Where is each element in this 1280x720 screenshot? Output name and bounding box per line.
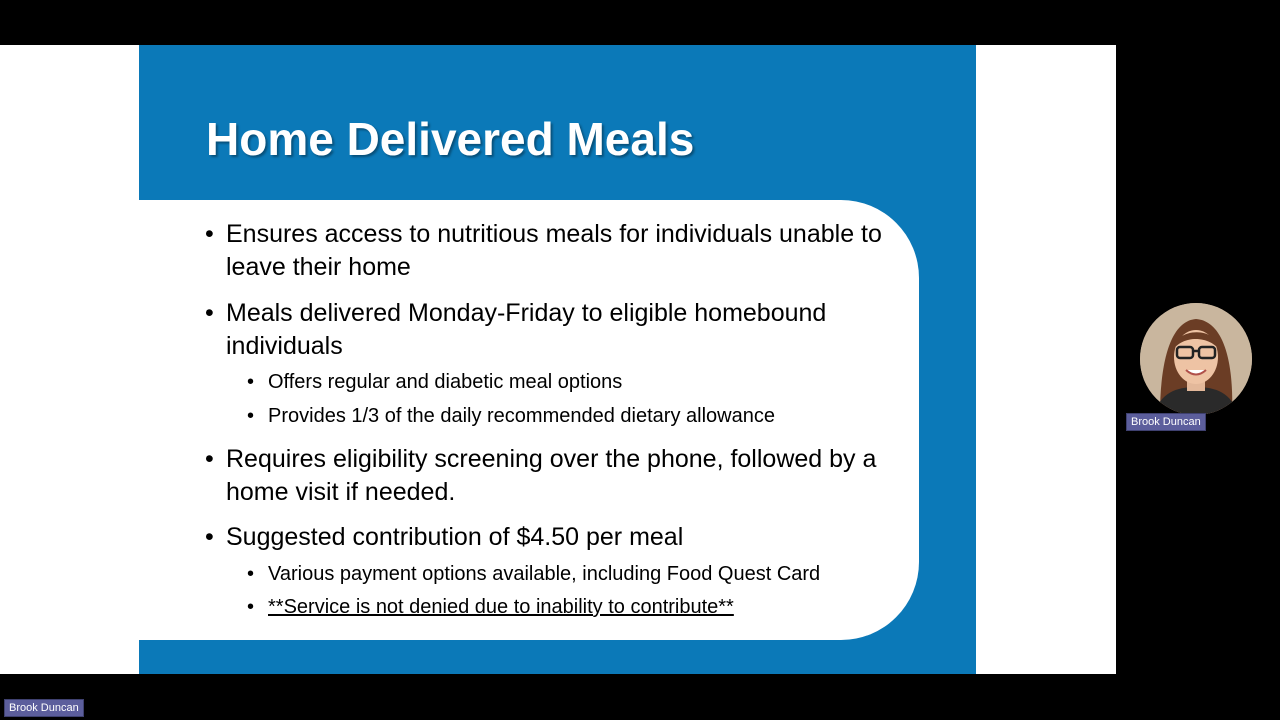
slide-content-panel xyxy=(139,200,919,640)
bullet-item: • Ensures access to nutritious meals for individuals unable to leave their home xyxy=(205,218,926,284)
sub-bullet-item xyxy=(247,593,928,621)
bullet-item: • Meals delivered Monday-Friday to eligible homebound individuals xyxy=(205,297,926,363)
sub-bullet-item: • Various payment options available, including Food Quest Card xyxy=(247,560,928,588)
shared-screen xyxy=(0,45,1116,674)
bullet-item: • Suggested contribution of $4.50 per meal xyxy=(205,521,926,554)
participant-name-tag: Brook Duncan xyxy=(1126,413,1206,431)
participant-video-avatar[interactable] xyxy=(1140,303,1252,415)
sub-bullet-item: • Provides 1/3 of the daily recommended dietary allowance xyxy=(247,402,928,430)
presenter-name-tag: Brook Duncan xyxy=(4,699,84,717)
sub-bullet-item: • Offers regular and diabetic meal options xyxy=(247,368,928,396)
person-avatar-icon xyxy=(1140,303,1252,415)
slide-title: Home Delivered Meals xyxy=(206,113,695,165)
bullet-item: • Requires eligibility screening over the phone, followed by a home visit if needed. xyxy=(205,443,926,509)
presentation-slide xyxy=(139,45,976,674)
disclaimer-text: **Service is not denied due to inability to contribute** xyxy=(268,596,734,618)
